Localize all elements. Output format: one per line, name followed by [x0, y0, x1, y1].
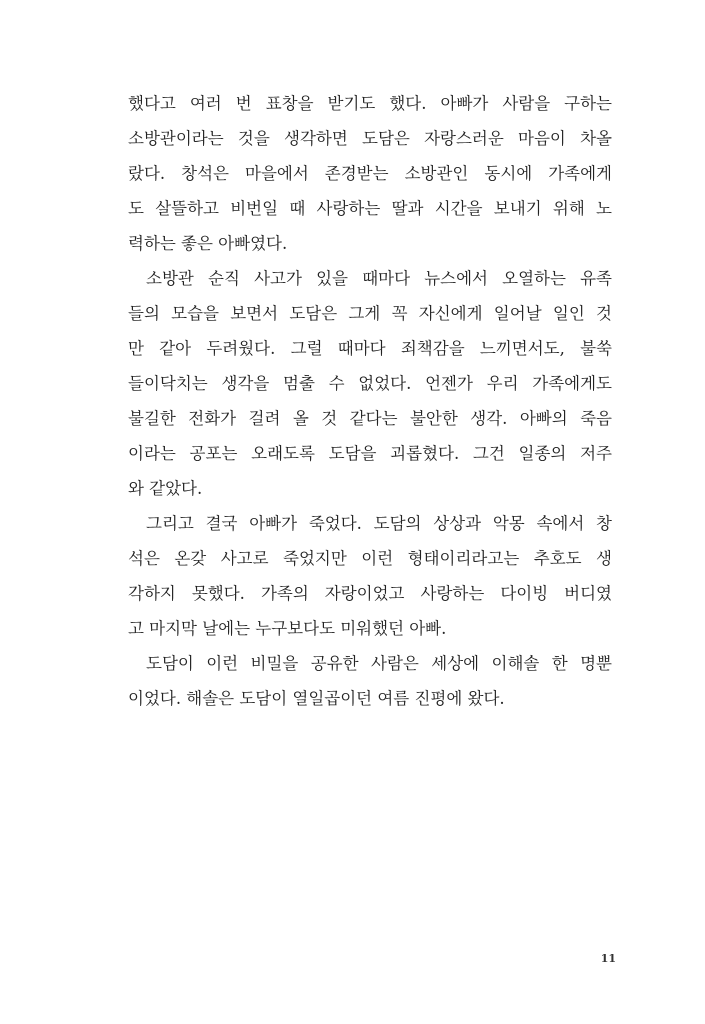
body-text: [128, 86, 612, 716]
paragraph-3: [128, 506, 612, 646]
text-line: 했다고 여러 번 표창을 받기도 했다. 아빠가 사람을 구하는: [128, 94, 612, 113]
text-line: 력하는 좋은 아빠였다.: [128, 234, 288, 253]
text-line: 와 같았다.: [128, 479, 203, 498]
text-line: 만 같아 두려웠다. 그럴 때마다 죄책감을 느끼면서도, 불쑥: [128, 339, 612, 358]
text-line: 그리고 결국 아빠가 죽었다. 도담의 상상과 악몽 속에서 창: [146, 514, 612, 533]
text-line: 들이닥치는 생각을 멈출 수 없었다. 언젠가 우리 가족에게도: [128, 374, 612, 393]
text-line: 도 살뜰하고 비번일 때 사랑하는 딸과 시간을 보내기 위해 노: [128, 199, 612, 218]
text-line: 도담이 이런 비밀을 공유한 사람은 세상에 이해솔 한 명뿐: [146, 654, 612, 673]
text-line: 각하지 못했다. 가족의 자랑이었고 사랑하는 다이빙 버디였: [128, 584, 612, 603]
paragraph-4: [128, 646, 612, 716]
text-line: 랐다. 창석은 마을에서 존경받는 소방관인 동시에 가족에게: [128, 164, 612, 183]
text-line: 소방관이라는 것을 생각하면 도담은 자랑스러운 마음이 차올: [128, 129, 612, 148]
text-line: 소방관 순직 사고가 있을 때마다 뉴스에서 오열하는 유족: [146, 269, 612, 288]
text-line: 석은 온갖 사고로 죽었지만 이런 형태이리라고는 추호도 생: [128, 549, 612, 568]
text-line: 들의 모습을 보면서 도담은 그게 꼭 자신에게 일어날 일인 것: [128, 304, 612, 323]
text-line: 불길한 전화가 걸려 올 것 같다는 불안한 생각. 아빠의 죽음: [128, 409, 612, 428]
text-line: 이었다. 해솔은 도담이 열일곱이던 여름 진평에 왔다.: [128, 689, 505, 708]
paragraph-1: [128, 86, 612, 261]
text-line: 이라는 공포는 오래도록 도담을 괴롭혔다. 그건 일종의 저주: [128, 444, 612, 463]
text-line: 고 마지막 날에는 누구보다도 미워했던 아빠.: [128, 619, 447, 638]
page-number: 11: [600, 952, 616, 965]
paragraph-2: [128, 261, 612, 506]
